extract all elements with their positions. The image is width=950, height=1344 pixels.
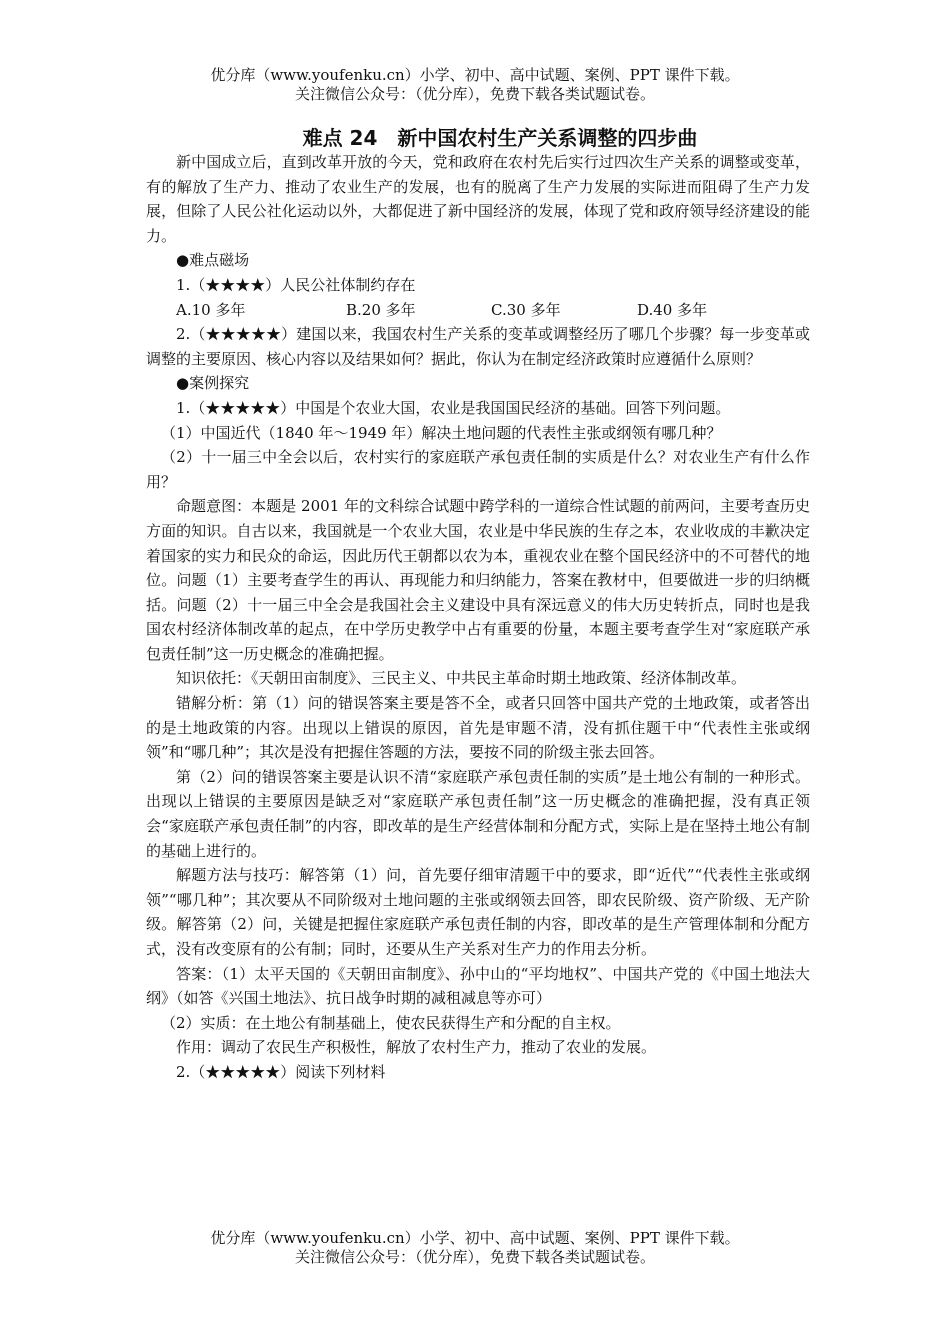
question-2: 2.（★★★★★）建国以来，我国农村生产关系的变革或调整经历了哪几个步骤？每一步变革或调整的主要原因、核心内容以及结果如何？据此，你认为在制定经济政策时应遵循什么原则？ — [146, 325, 810, 368]
section-heading-case: ●案例探究 — [176, 374, 250, 393]
case-1-sub-question-1: （1）中国近代（1840 年～1949 年）解决土地问题的代表性主张或纲领有哪几种？ — [161, 423, 722, 442]
intro-paragraph: 新中国成立后，直到改革开放的今天，党和政府在农村先后实行过四次生产关系的调整或变革，有的解放了生产力、推动了农业生产的发展，也有的脱离了生产力发展的实际进而阻碍了生产力发展，但除了人民公社化运动以外，大都促进了新中国经济的发展，体现了党和政府领导经济建设的能力。 — [146, 153, 810, 245]
page-header-line2: 关注微信公众号：（优分库），免费下载各类试题试卷。 — [294, 85, 655, 103]
option-a: A.10 多年 — [176, 300, 246, 319]
page-footer-line2: 关注微信公众号：（优分库），免费下载各类试题试卷。 — [294, 1248, 655, 1266]
question-1: 1.（★★★★）人民公社体制约存在 — [176, 275, 416, 294]
case-1-sub-question-2: （2）十一届三中全会以后，农村实行的家庭联产承包责任制的实质是什么？对农业生产有什么作用？ — [146, 448, 810, 491]
intent-paragraph: 命题意图：本题是 2001 年的文科综合试题中跨学科的一道综合性试题的前两问，主要考查历史方面的知识。自古以来，我国就是一个农业大国，农业是中华民族的生存之本，农业收成的丰歉决定着国家的实力和民众的命运，因此历代王朝都以农为本，重视农业在整个国民经济中的不可替代的地位。问题（1）主要考查学生的再认、再现能力和归纳能力，答案在教材中，但要做进一步的归纳概括。问题（2）十一届三中全会是我国社会主义建设中具有深远意义的伟大历史转折点，同时也是我国农村经济体制改革的起点，在中学历史教学中占有重要的份量，本题主要考查学生对“家庭联产承包责任制”这一历史概念的准确把握。 — [146, 497, 810, 663]
answer-paragraph-1: 答案：（1）太平天国的《天朝田亩制度》、孙中山的“平均地权”、中国共产党的《中国土地法大纲》（如答《兴国土地法》、抗日战争时期的减租减息等亦可） — [146, 964, 810, 1008]
method-paragraph: 解题方法与技巧：解答第（1）问，首先要仔细审清题干中的要求，即“近代”“代表性主张或纲领”“哪几种”；其次要从不同阶级对土地问题的主张或纲领去回答，即农民阶级、资产阶级、无产阶级。解答第（2）问，关键是把握住家庭联产承包责任制的内容，即改革的是生产管理体制和分配方式，没有改变原有的公有制；同时，还要从生产关系对生产力的作用去分析。 — [146, 866, 810, 958]
answer-paragraph-3: 作用：调动了农民生产积极性，解放了农村生产力，推动了农业的发展。 — [176, 1038, 657, 1057]
option-d: D.40 多年 — [637, 300, 708, 319]
error-analysis-paragraph-2: 第（2）问的错误答案主要是认识不清“家庭联产承包责任制的实质”是土地公有制的一种形式。出现以上错误的主要原因是缺乏对“家庭联产承包责任制”这一历史概念的准确把握，没有真正领会“家庭联产承包责任制”的内容，即改革的是生产经营体制和分配方式，实际上是在坚持土地公有制的基础上进行的。 — [146, 767, 810, 860]
document-title: 难点 24 新中国农村生产关系调整的四步曲 — [302, 126, 698, 150]
option-b: B.20 多年 — [346, 300, 416, 319]
case-1-question: 1.（★★★★★）中国是个农业大国，农业是我国国民经济的基础。回答下列问题。 — [176, 398, 731, 417]
case-2-question: 2.（★★★★★）阅读下列材料 — [176, 1062, 386, 1081]
knowledge-basis-paragraph: 知识依托：《天朝田亩制度》、三民主义、中共民主革命时期土地政策、经济体制改革。 — [176, 669, 747, 688]
document-body — [146, 150, 810, 1085]
page-footer-line1: 优分库（www.youfenku.cn）小学、初中、高中试题、案例、PPT 课件下载。 — [210, 1229, 740, 1247]
page-header-line1: 优分库（www.youfenku.cn）小学、初中、高中试题、案例、PPT 课件下载。 — [210, 66, 740, 84]
section-heading-difficulty: ●难点磁场 — [176, 251, 250, 270]
option-c: C.30 多年 — [491, 300, 561, 319]
question-1-options — [146, 298, 810, 323]
answer-paragraph-2: （2）实质：在土地公有制基础上，使农民获得生产和分配的自主权。 — [161, 1013, 621, 1032]
error-analysis-paragraph-1: 错解分析：第（1）问的错误答案主要是答不全，或者只回答中国共产党的土地政策，或者答出的是土地政策的内容。出现以上错误的原因，首先是审题不清，没有抓住题干中“代表性主张或纲领”和“哪几种”；其次是没有把握住答题的方法，要按不同的阶级主张去回答。 — [146, 694, 810, 762]
